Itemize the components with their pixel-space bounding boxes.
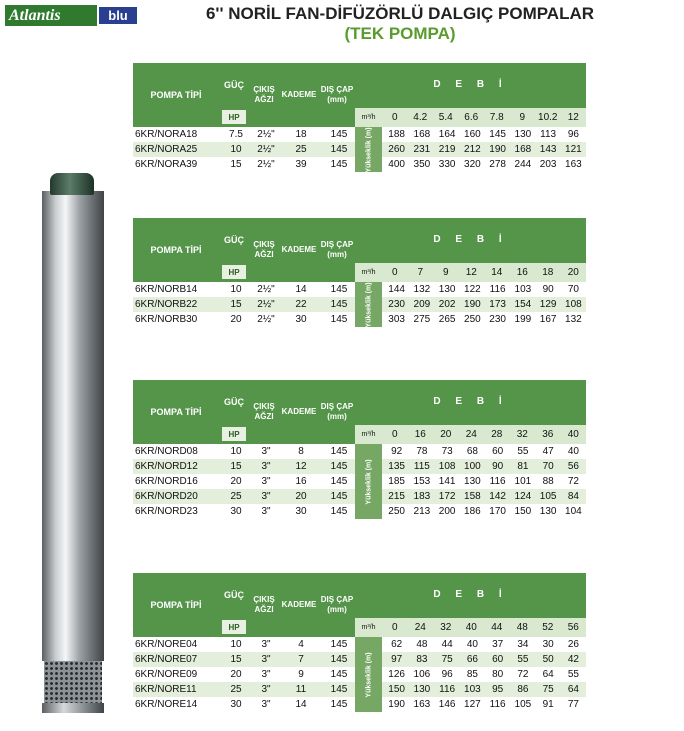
- header-hp: HP: [222, 110, 246, 124]
- head-value: 167: [539, 314, 557, 325]
- head-value: 91: [542, 699, 554, 710]
- head-value: 200: [438, 506, 456, 517]
- head-value: 400: [388, 159, 405, 170]
- yukseklik-text: Yükseklik (m): [365, 126, 372, 173]
- head-value: 48: [416, 639, 428, 650]
- hp-cell: 30: [230, 506, 242, 517]
- head-value: 320: [464, 159, 481, 170]
- hp-cell: 20: [230, 476, 242, 487]
- cikis-cell: 3": [261, 639, 271, 650]
- header-debi: D E B İ: [433, 396, 508, 407]
- flow-value: 28: [491, 429, 503, 440]
- head-value: 88: [542, 476, 554, 487]
- flow-value: 16: [414, 429, 426, 440]
- kademe-cell: 30: [295, 506, 307, 517]
- kademe-cell: 22: [295, 299, 307, 310]
- pump-image: [38, 173, 108, 718]
- head-value: 78: [416, 446, 428, 457]
- head-value: 163: [565, 159, 582, 170]
- hp-cell: 10: [230, 639, 242, 650]
- head-value: 60: [492, 446, 504, 457]
- head-value: 77: [567, 699, 579, 710]
- flow-value: 10.2: [538, 112, 558, 123]
- head-value: 250: [464, 314, 481, 325]
- hp-cell: 10: [230, 284, 242, 295]
- model-cell: 6KR/NORA25: [135, 144, 198, 155]
- cikis-cell: 3": [261, 446, 271, 457]
- flow-value: 52: [542, 622, 554, 633]
- kademe-cell: 25: [295, 144, 307, 155]
- head-value: 37: [492, 639, 504, 650]
- head-value: 86: [517, 684, 529, 695]
- head-value: 72: [567, 476, 579, 487]
- head-value: 108: [438, 461, 456, 472]
- head-value: 153: [413, 476, 431, 487]
- model-cell: 6KR/NORE07: [135, 654, 198, 665]
- cikis-cell: 3": [261, 491, 271, 502]
- flow-unit: m³/h: [361, 269, 376, 276]
- head-value: 121: [565, 144, 582, 155]
- head-value: 75: [441, 654, 453, 665]
- flow-value: 7.8: [489, 112, 504, 123]
- flow-value: 36: [542, 429, 554, 440]
- kademe-cell: 39: [295, 159, 307, 170]
- cikis-cell: 3": [261, 684, 271, 695]
- model-cell: 6KR/NORD23: [135, 506, 198, 517]
- head-value: 130: [514, 129, 532, 140]
- flow-unit: m³/h: [361, 431, 376, 438]
- head-value: 108: [565, 299, 582, 310]
- head-value: 34: [517, 639, 529, 650]
- head-value: 115: [413, 461, 430, 472]
- hp-cell: 10: [230, 144, 242, 155]
- cikis-cell: 2½": [257, 129, 275, 140]
- head-value: 350: [413, 159, 431, 170]
- flow-value: 9: [519, 112, 526, 123]
- header-pompa: POMPA TİPİ: [150, 245, 202, 255]
- flow-row: [355, 425, 586, 444]
- model-cell: 6KR/NORE09: [135, 669, 198, 680]
- kademe-cell: 18: [295, 129, 307, 140]
- header-kademe: KADEME: [281, 407, 317, 416]
- kademe-cell: 7: [298, 654, 304, 665]
- cikis-cell: 2½": [257, 314, 275, 325]
- head-value: 183: [413, 491, 431, 502]
- header-cap: DIŞ ÇAP (mm): [320, 595, 354, 614]
- head-value: 122: [464, 284, 481, 295]
- head-value: 212: [464, 144, 481, 155]
- head-value: 146: [438, 699, 456, 710]
- flow-value: 12: [465, 267, 477, 278]
- kademe-cell: 12: [295, 461, 307, 472]
- head-value: 130: [464, 476, 481, 487]
- cap-cell: 145: [330, 506, 348, 517]
- header-cap: DIŞ ÇAP (mm): [320, 240, 354, 259]
- head-value: 64: [567, 684, 579, 695]
- head-value: 92: [391, 446, 403, 457]
- head-value: 50: [542, 654, 554, 665]
- model-cell: 6KR/NORD16: [135, 476, 198, 487]
- head-value: 190: [464, 299, 481, 310]
- model-cell: 6KR/NORA39: [135, 159, 198, 170]
- pump-cap: [50, 173, 94, 195]
- head-value: 116: [439, 684, 456, 695]
- flow-value: 7: [417, 267, 424, 278]
- flow-value: 0: [391, 267, 398, 278]
- flow-value: 16: [516, 267, 528, 278]
- cap-cell: 145: [330, 461, 348, 472]
- cap-cell: 145: [330, 491, 348, 502]
- hp-cell: 20: [230, 669, 242, 680]
- header-debi: D E B İ: [433, 234, 508, 245]
- cikis-cell: 3": [261, 461, 271, 472]
- cikis-cell: 3": [261, 669, 271, 680]
- head-value: 40: [466, 639, 478, 650]
- hp-cell: 25: [230, 684, 242, 695]
- kademe-cell: 11: [295, 684, 307, 695]
- head-value: 143: [539, 144, 557, 155]
- header-debi: D E B İ: [433, 79, 508, 90]
- flow-row: [355, 618, 586, 637]
- pump-foot: [42, 703, 104, 713]
- model-cell: 6KR/NORB30: [135, 314, 198, 325]
- head-value: 129: [539, 299, 557, 310]
- head-value: 124: [514, 491, 532, 502]
- head-value: 44: [441, 639, 453, 650]
- flow-value: 32: [440, 622, 452, 633]
- cap-cell: 145: [330, 699, 348, 710]
- head-value: 30: [542, 639, 554, 650]
- hp-cell: 7.5: [229, 129, 243, 140]
- flow-unit: m³/h: [361, 624, 376, 631]
- model-cell: 6KR/NORB14: [135, 284, 198, 295]
- header-debi: D E B İ: [433, 589, 508, 600]
- header-kademe: KADEME: [281, 90, 317, 99]
- pump-table: [133, 63, 586, 172]
- model-cell: 6KR/NORD08: [135, 446, 198, 457]
- head-value: 104: [565, 506, 582, 517]
- head-value: 158: [464, 491, 481, 502]
- head-value: 230: [388, 299, 405, 310]
- flow-value: 6.6: [464, 112, 479, 123]
- header-hp: HP: [222, 427, 246, 441]
- head-value: 130: [539, 506, 557, 517]
- hp-cell: 20: [230, 314, 242, 325]
- header-hp: HP: [222, 620, 246, 634]
- cikis-cell: 2½": [257, 299, 275, 310]
- flow-value: 32: [516, 429, 528, 440]
- head-value: 144: [388, 284, 405, 295]
- head-value: 55: [567, 669, 579, 680]
- head-value: 95: [492, 684, 504, 695]
- head-value: 62: [391, 639, 403, 650]
- head-value: 116: [489, 284, 506, 295]
- head-value: 213: [413, 506, 431, 517]
- head-value: 100: [464, 461, 481, 472]
- flow-value: 14: [491, 267, 503, 278]
- head-value: 215: [388, 491, 405, 502]
- kademe-cell: 9: [298, 669, 304, 680]
- model-cell: 6KR/NORE14: [135, 699, 198, 710]
- head-value: 42: [567, 654, 579, 665]
- head-value: 130: [413, 684, 431, 695]
- head-value: 96: [441, 669, 453, 680]
- flow-value: 20: [440, 429, 452, 440]
- flow-value: 40: [567, 429, 579, 440]
- head-value: 40: [567, 446, 579, 457]
- flow-value: 40: [465, 622, 477, 633]
- pump-intake-screen: [44, 661, 102, 706]
- flow-value: 44: [491, 622, 503, 633]
- yukseklik-label: [355, 444, 382, 519]
- flow-value: 0: [391, 112, 398, 123]
- yukseklik-text: Yükseklik (m): [365, 458, 372, 505]
- head-value: 83: [416, 654, 428, 665]
- head-value: 116: [489, 699, 506, 710]
- flow-value: 24: [465, 429, 477, 440]
- head-value: 101: [514, 476, 532, 487]
- model-cell: 6KR/NORB22: [135, 299, 198, 310]
- head-value: 230: [489, 314, 506, 325]
- model-cell: 6KR/NORE04: [135, 639, 198, 650]
- flow-value: 12: [567, 112, 579, 123]
- brand-sub: blu: [99, 7, 137, 24]
- head-value: 190: [489, 144, 506, 155]
- model-cell: 6KR/NORD12: [135, 461, 198, 472]
- hp-cell: 15: [230, 654, 242, 665]
- head-value: 168: [514, 144, 532, 155]
- head-value: 135: [388, 461, 405, 472]
- head-value: 113: [540, 129, 557, 140]
- cap-cell: 145: [330, 639, 348, 650]
- flow-value: 0: [391, 429, 398, 440]
- flow-value: 4.2: [413, 112, 428, 123]
- head-value: 132: [565, 314, 582, 325]
- head-value: 103: [514, 284, 532, 295]
- head-value: 170: [489, 506, 506, 517]
- head-value: 56: [567, 461, 579, 472]
- kademe-cell: 20: [295, 491, 307, 502]
- cikis-cell: 3": [261, 654, 271, 665]
- head-value: 90: [492, 461, 504, 472]
- head-value: 303: [388, 314, 405, 325]
- page-subtitle: (TEK POMPA): [344, 24, 456, 43]
- head-value: 132: [413, 284, 431, 295]
- flow-value: 5.4: [438, 112, 453, 123]
- kademe-cell: 8: [298, 446, 304, 457]
- cap-cell: 145: [330, 284, 348, 295]
- flow-value: 48: [516, 622, 528, 633]
- head-value: 219: [438, 144, 456, 155]
- head-value: 103: [464, 684, 481, 695]
- head-value: 75: [542, 684, 554, 695]
- cap-cell: 145: [330, 144, 348, 155]
- model-cell: 6KR/NORE11: [135, 684, 197, 695]
- model-cell: 6KR/NORA18: [135, 129, 198, 140]
- brand-logo: [5, 5, 137, 26]
- head-value: 47: [542, 446, 554, 457]
- head-value: 106: [413, 669, 431, 680]
- header-pompa: POMPA TİPİ: [150, 407, 202, 417]
- head-value: 250: [388, 506, 405, 517]
- head-value: 160: [464, 129, 481, 140]
- header-cikis: ÇIKIŞ AĞZI: [253, 240, 275, 259]
- hp-cell: 30: [230, 699, 242, 710]
- header-cikis: ÇIKIŞ AĞZI: [253, 402, 275, 421]
- head-value: 150: [388, 684, 405, 695]
- header-kademe: KADEME: [281, 245, 317, 254]
- head-value: 66: [466, 654, 478, 665]
- head-value: 130: [438, 284, 456, 295]
- head-value: 105: [514, 699, 532, 710]
- kademe-cell: 14: [295, 284, 307, 295]
- kademe-cell: 14: [295, 699, 307, 710]
- head-value: 199: [514, 314, 532, 325]
- header-cikis: ÇIKIŞ AĞZI: [253, 595, 275, 614]
- brand-name: Atlantis: [5, 5, 97, 26]
- head-value: 202: [438, 299, 456, 310]
- model-cell: 6KR/NORD20: [135, 491, 198, 502]
- header-cikis: ÇIKIŞ AĞZI: [253, 85, 275, 104]
- hp-cell: 15: [230, 159, 242, 170]
- yukseklik-label: [355, 127, 382, 172]
- head-value: 116: [489, 476, 506, 487]
- cikis-cell: 3": [261, 506, 271, 517]
- header-hp: HP: [222, 265, 246, 279]
- head-value: 72: [517, 669, 529, 680]
- pump-table: [133, 573, 586, 712]
- flow-value: 0: [391, 622, 398, 633]
- head-value: 188: [388, 129, 405, 140]
- header-kademe: KADEME: [281, 600, 317, 609]
- cap-cell: 145: [330, 654, 348, 665]
- head-value: 150: [514, 506, 532, 517]
- head-value: 260: [388, 144, 405, 155]
- pump-table: [133, 380, 586, 519]
- pump-table: [133, 218, 586, 327]
- header-guc: GÜÇ: [224, 235, 244, 245]
- flow-row: [355, 108, 586, 127]
- head-value: 186: [464, 506, 481, 517]
- cikis-cell: 2½": [257, 284, 275, 295]
- head-value: 90: [542, 284, 554, 295]
- head-value: 185: [388, 476, 405, 487]
- cikis-cell: 2½": [257, 144, 275, 155]
- head-value: 96: [567, 129, 579, 140]
- header-guc: GÜÇ: [224, 590, 244, 600]
- kademe-cell: 4: [298, 639, 304, 650]
- head-value: 70: [567, 284, 579, 295]
- head-value: 275: [413, 314, 431, 325]
- head-value: 278: [489, 159, 506, 170]
- head-value: 105: [539, 491, 557, 502]
- head-value: 60: [492, 654, 504, 665]
- head-value: 244: [514, 159, 532, 170]
- head-value: 265: [438, 314, 456, 325]
- head-value: 55: [517, 446, 529, 457]
- head-value: 127: [464, 699, 481, 710]
- hp-cell: 15: [230, 461, 242, 472]
- kademe-cell: 30: [295, 314, 307, 325]
- cap-cell: 145: [330, 159, 348, 170]
- hp-cell: 25: [230, 491, 242, 502]
- header-guc: GÜÇ: [224, 397, 244, 407]
- flow-value: 18: [542, 267, 554, 278]
- cap-cell: 145: [330, 476, 348, 487]
- head-value: 203: [539, 159, 557, 170]
- head-value: 80: [492, 669, 504, 680]
- flow-value: 9: [442, 267, 449, 278]
- flow-value: 20: [567, 267, 579, 278]
- head-value: 145: [489, 129, 506, 140]
- flow-value: 56: [567, 622, 579, 633]
- head-value: 163: [413, 699, 431, 710]
- head-value: 172: [438, 491, 456, 502]
- cap-cell: 145: [330, 299, 348, 310]
- kademe-cell: 16: [295, 476, 307, 487]
- head-value: 73: [441, 446, 453, 457]
- yukseklik-label: [355, 282, 382, 327]
- cap-cell: 145: [330, 446, 348, 457]
- cikis-cell: 3": [261, 476, 271, 487]
- head-value: 142: [489, 491, 506, 502]
- head-value: 97: [391, 654, 403, 665]
- head-value: 154: [514, 299, 532, 310]
- header-cap: DIŞ ÇAP (mm): [320, 85, 354, 104]
- cap-cell: 145: [330, 684, 348, 695]
- header-pompa: POMPA TİPİ: [150, 90, 202, 100]
- head-value: 168: [413, 129, 431, 140]
- head-value: 55: [517, 654, 529, 665]
- hp-cell: 10: [230, 446, 242, 457]
- flow-value: 24: [414, 622, 426, 633]
- cikis-cell: 2½": [257, 159, 275, 170]
- header-cap: DIŞ ÇAP (mm): [320, 402, 354, 421]
- yukseklik-text: Yükseklik (m): [365, 281, 372, 328]
- cap-cell: 145: [330, 314, 348, 325]
- yukseklik-text: Yükseklik (m): [365, 651, 372, 698]
- head-value: 330: [438, 159, 456, 170]
- header-guc: GÜÇ: [224, 80, 244, 90]
- header-pompa: POMPA TİPİ: [150, 600, 202, 610]
- page-title: 6'' NORİL FAN-DİFÜZÖRLÜ DALGIÇ POMPALAR: [205, 4, 595, 23]
- head-value: 209: [413, 299, 431, 310]
- head-value: 231: [413, 144, 431, 155]
- head-value: 68: [466, 446, 478, 457]
- yukseklik-label: [355, 637, 382, 712]
- head-value: 64: [542, 669, 554, 680]
- hp-cell: 15: [230, 299, 242, 310]
- cap-cell: 145: [330, 669, 348, 680]
- head-value: 81: [517, 461, 529, 472]
- cikis-cell: 3": [261, 699, 271, 710]
- head-value: 85: [466, 669, 478, 680]
- head-value: 70: [542, 461, 554, 472]
- head-value: 164: [438, 129, 456, 140]
- flow-row: [355, 263, 586, 282]
- head-value: 126: [388, 669, 405, 680]
- head-value: 84: [567, 491, 579, 502]
- pump-body: [42, 191, 104, 661]
- flow-unit: m³/h: [361, 114, 376, 121]
- head-value: 190: [388, 699, 405, 710]
- cap-cell: 145: [330, 129, 348, 140]
- head-value: 141: [438, 476, 456, 487]
- head-value: 173: [489, 299, 506, 310]
- head-value: 26: [567, 639, 579, 650]
